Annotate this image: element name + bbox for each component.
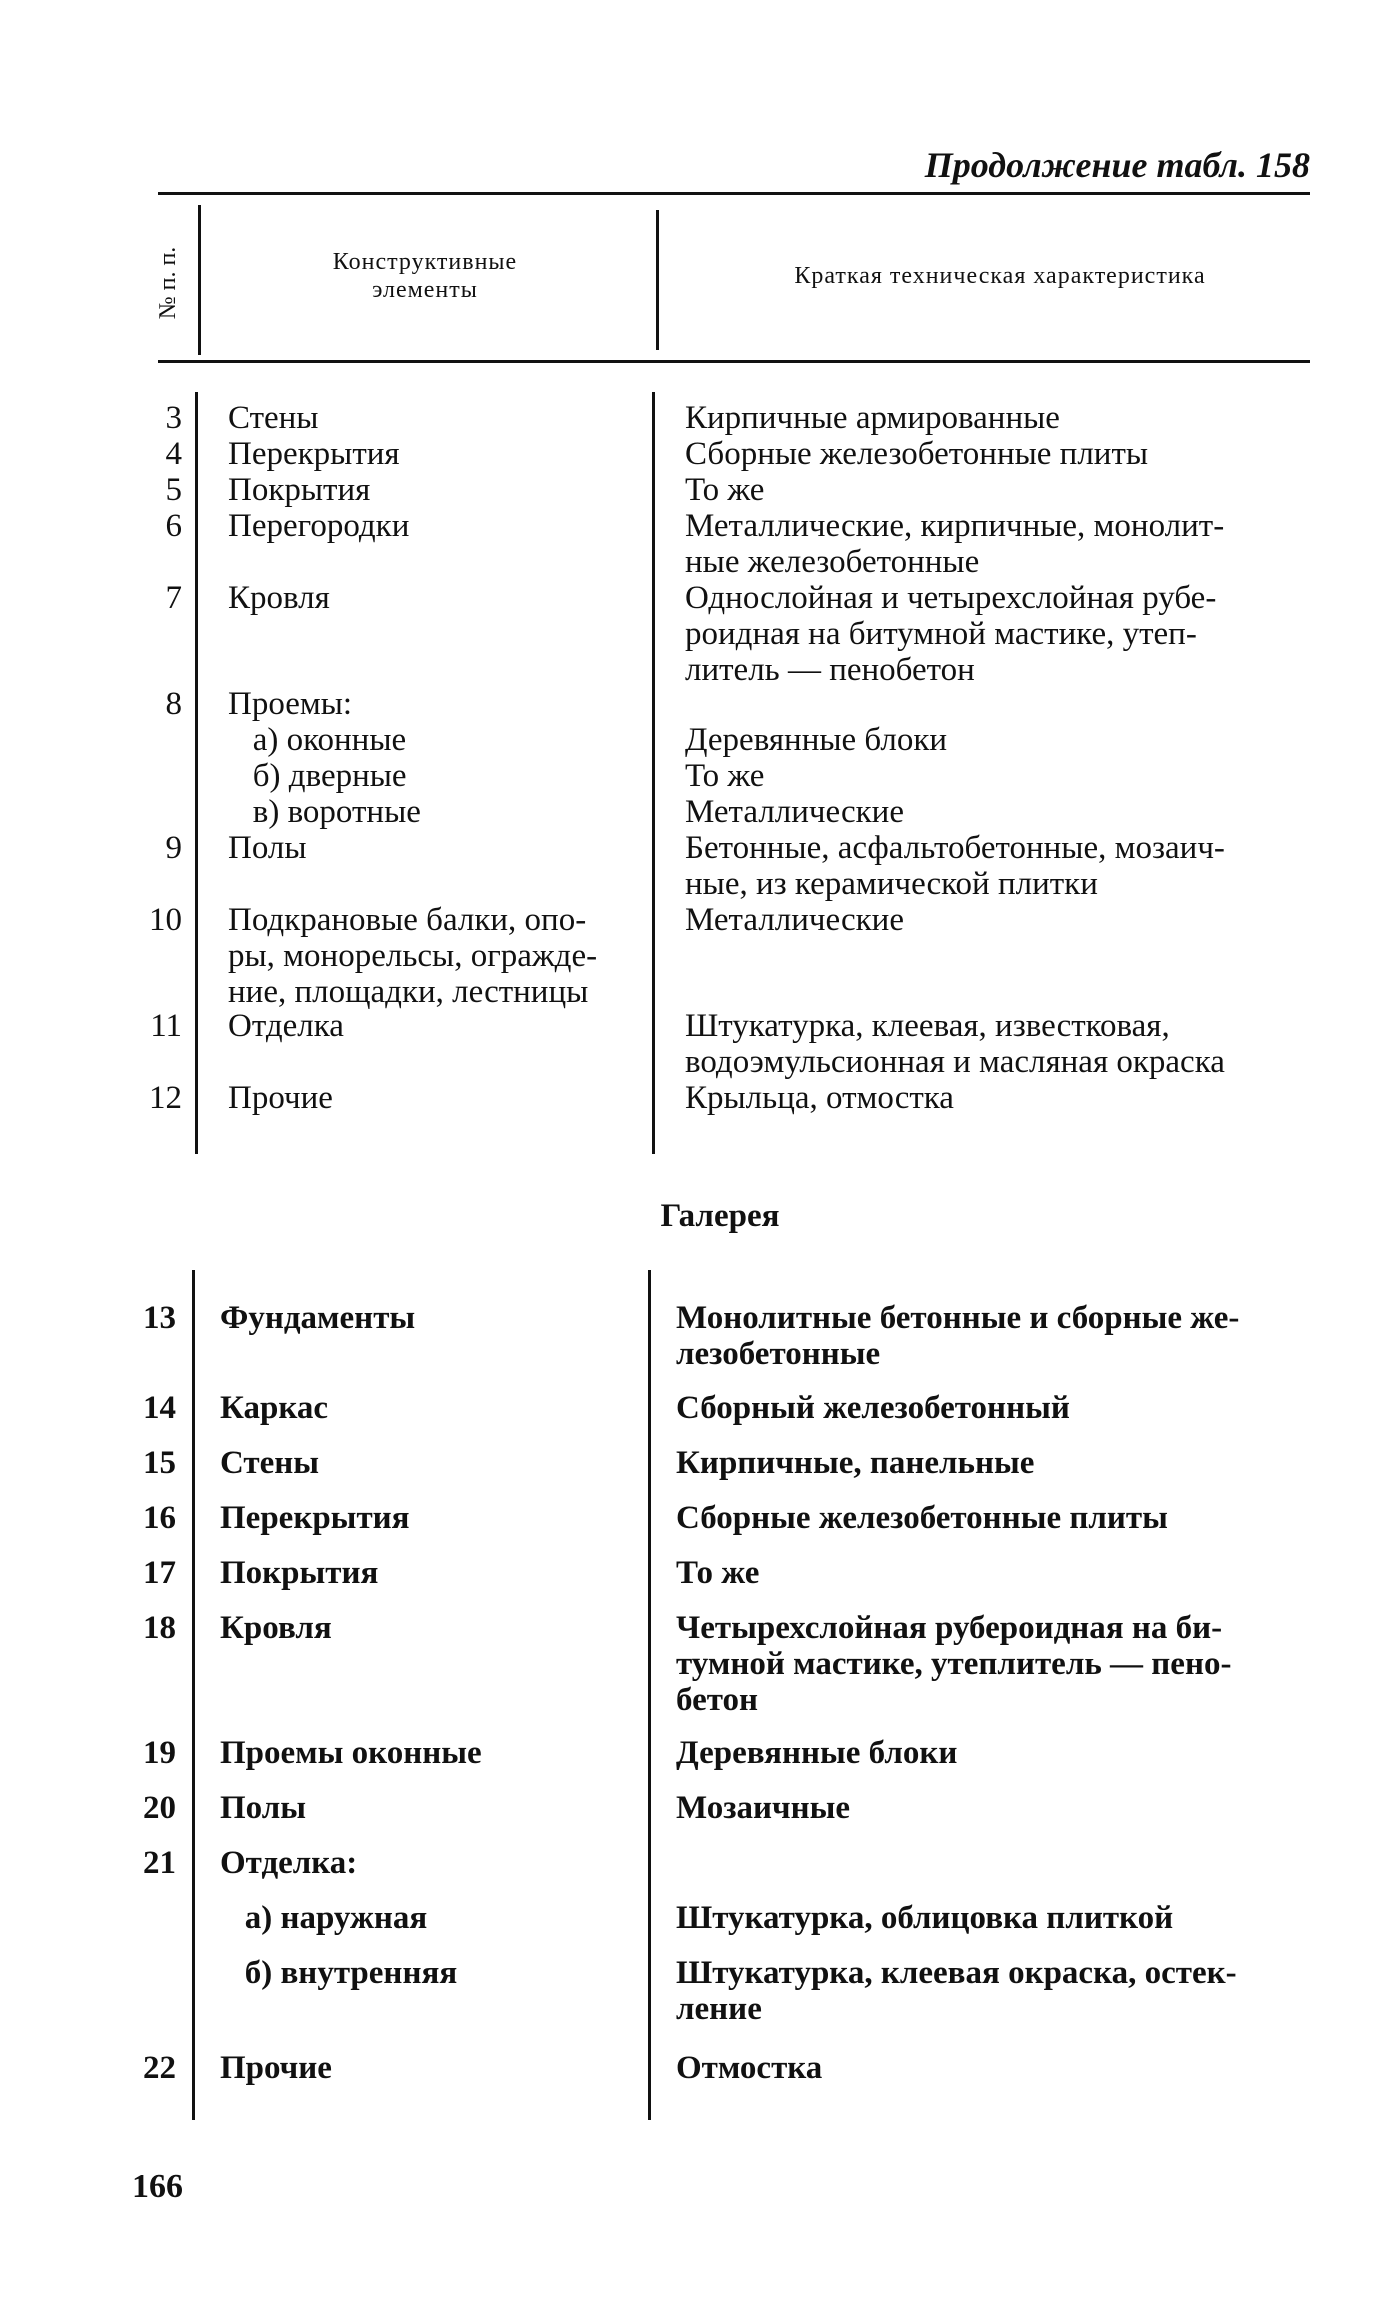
table2-row-number: 15 xyxy=(143,1445,176,1481)
table2-row-number: 22 xyxy=(143,2050,176,2086)
table1-row-description: Однослойная и четырехслойная рубе- роидная на битумной мастике, утеп- литель — пенобетон xyxy=(685,580,1217,688)
header-col-description: Краткая техническая характеристика xyxy=(794,263,1206,289)
table2-row-description: Четырехслойная рубероидная на би- тумной мастике, утеплитель — пено- бетон xyxy=(676,1610,1232,1718)
table2-row-number: 18 xyxy=(143,1610,176,1646)
table2-row-element: Каркас xyxy=(220,1390,329,1426)
header-col-number: № п. п. xyxy=(155,246,181,320)
table1-row-element: Полы xyxy=(228,830,307,866)
table1-row-element: Кровля xyxy=(228,580,330,616)
table1-row-number: 6 xyxy=(165,508,182,544)
table1-divider-1 xyxy=(195,392,198,1154)
table2-row-number: 13 xyxy=(143,1300,176,1336)
table2-row-number: 19 xyxy=(143,1735,176,1771)
table1-row-element: Перегородки xyxy=(228,508,410,544)
table2-row-description: Монолитные бетонные и сборные же- лезобетонные xyxy=(676,1300,1240,1372)
table1-row-number: 11 xyxy=(150,1008,182,1044)
table2-row-number: 16 xyxy=(143,1500,176,1536)
table1-row-number: 5 xyxy=(165,472,182,508)
table2-row-description: Мозаичные xyxy=(676,1790,851,1826)
table1-row-number: 12 xyxy=(149,1080,182,1116)
header-divider-1 xyxy=(198,205,201,355)
table1-row-description: Бетонные, асфальтобетонные, мозаич- ные, из керамической плитки xyxy=(685,830,1225,902)
table2-row-description: Кирпичные, панельные xyxy=(676,1445,1035,1481)
table1-row-description: Крыльца, отмостка xyxy=(685,1080,954,1116)
table2-row-element: Прочие xyxy=(220,2050,332,2086)
table1-row-description: Металлические xyxy=(685,902,904,938)
table2-row-element: Проемы оконные xyxy=(220,1735,482,1771)
header-bottom-rule xyxy=(158,360,1310,363)
table1-row-number: 7 xyxy=(165,580,182,616)
table2-row-element: Полы xyxy=(220,1790,307,1826)
header-top-rule xyxy=(158,192,1310,195)
table2-row-number: 20 xyxy=(143,1790,176,1826)
table2-row-number: 14 xyxy=(143,1390,176,1426)
table2-row-description: Штукатурка, клеевая окраска, остек- ление xyxy=(676,1955,1237,2027)
section-title: Галерея xyxy=(660,1198,780,1234)
table2-row-element: а) наружная xyxy=(220,1900,428,1936)
table-caption: Продолжение табл. 158 xyxy=(924,145,1310,185)
table1-row-element: Перекрытия xyxy=(228,436,400,472)
table1-row-number: 9 xyxy=(165,830,182,866)
table2-row-description: Деревянные блоки xyxy=(676,1735,958,1771)
table1-row-description: Сборные железобетонные плиты xyxy=(685,436,1149,472)
header-col-elements: Конструктивные элементы xyxy=(332,249,518,303)
table2-row-number: 17 xyxy=(143,1555,176,1591)
table1-row-element: Отделка xyxy=(228,1008,344,1044)
table2-row-element: Покрытия xyxy=(220,1555,379,1591)
table1-row-element: Покрытия xyxy=(228,472,371,508)
table2-row-description: Сборные железобетонные плиты xyxy=(676,1500,1168,1536)
table2-row-element: Перекрытия xyxy=(220,1500,410,1536)
table1-row-element: Стены xyxy=(228,400,319,436)
table2-row-description: Отмостка xyxy=(676,2050,823,2086)
table2-divider-2 xyxy=(648,1270,651,2120)
page-number: 166 xyxy=(132,2168,183,2205)
header-divider-2 xyxy=(656,210,659,350)
table1-row-number: 3 xyxy=(165,400,182,436)
table2-divider-1 xyxy=(192,1270,195,2120)
table2-row-description: То же xyxy=(676,1555,760,1591)
table2-row-element: Стены xyxy=(220,1445,320,1481)
table2-row-element: б) внутренняя xyxy=(220,1955,458,1991)
table1-row-description: То же xyxy=(685,472,765,508)
table2-row-number: 21 xyxy=(143,1845,176,1881)
table1-row-description: Кирпичные армированные xyxy=(685,400,1060,436)
table2-row-description: Сборный железобетонный xyxy=(676,1390,1070,1426)
table1-divider-2 xyxy=(652,392,655,1154)
table1-row-element: Подкрановые балки, опо- ры, монорельсы, огражде- ние, площадки, лестницы xyxy=(228,902,598,1010)
table1-row-description: Металлические, кирпичные, монолит- ные железобетонные xyxy=(685,508,1225,580)
table1-row-number: 10 xyxy=(149,902,182,938)
table1-row-number: 8 xyxy=(165,686,182,722)
table1-row-description: Штукатурка, клеевая, известковая, водоэмульсионная и масляная окраска xyxy=(685,1008,1225,1080)
table2-row-element: Кровля xyxy=(220,1610,332,1646)
table1-row-description: Деревянные блоки То же Металлические xyxy=(685,722,948,830)
table1-row-number: 4 xyxy=(165,436,182,472)
table2-row-description: Штукатурка, облицовка плиткой xyxy=(676,1900,1174,1936)
table2-row-element: Фундаменты xyxy=(220,1300,416,1336)
table1-row-element: Проемы: а) оконные б) дверные в) воротные xyxy=(228,686,421,830)
table1-row-element: Прочие xyxy=(228,1080,333,1116)
table2-row-element: Отделка: xyxy=(220,1845,358,1881)
